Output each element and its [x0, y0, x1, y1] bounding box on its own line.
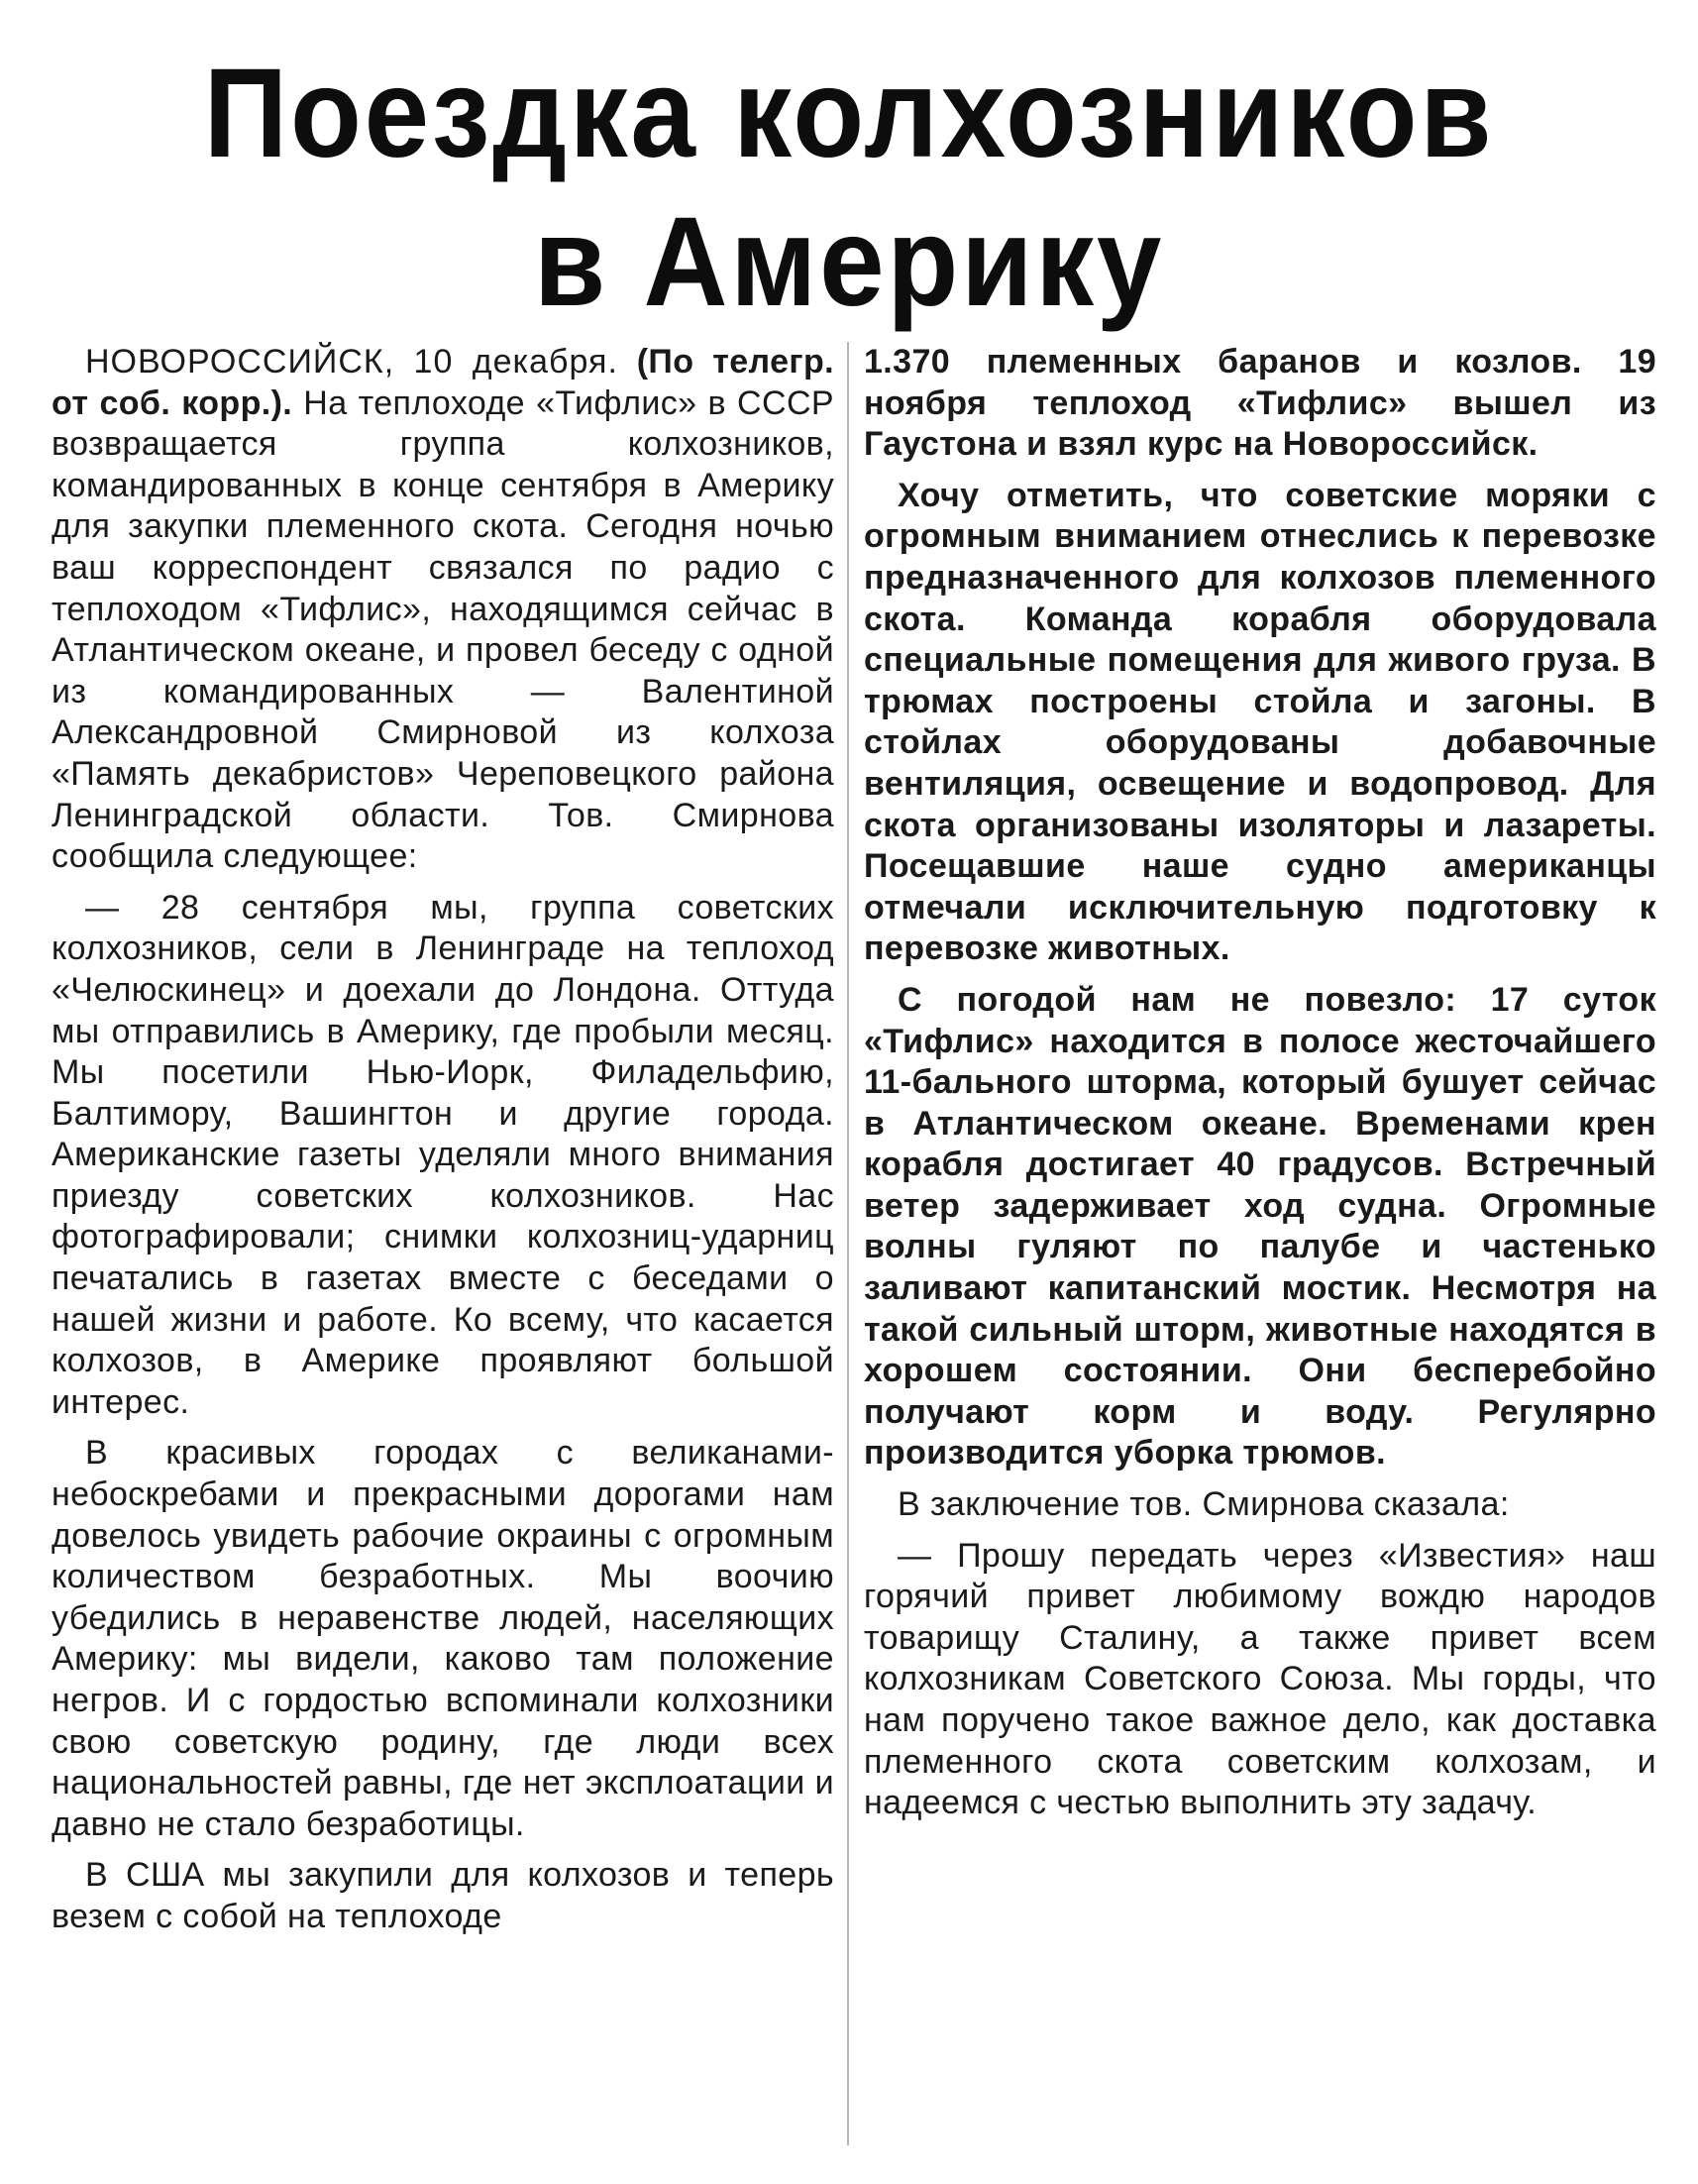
paragraph-cities: В красивых городах с великанами-небоскребами и прекрасными дорогами нам довелось увидеть рабочие окраины с огромным количеством безработных. Мы воочию убедились в неравенстве людей, населяющих Америку: мы видели, каково там положение негров. И с гордостью вспоминали колхозники свою советскую родину, где люди всех национальностей равны, где нет эксплоатации и давно не стало безработицы. [52, 1434, 834, 1843]
lead-paragraph [52, 342, 834, 878]
dateline: НОВОРОССИЙСК, 10 декабря. [85, 343, 618, 381]
right-column [864, 342, 1656, 1824]
paragraph-greeting: — Прошу передать через «Известия» наш горячий привет любимому вождю народов товарищу Сталину, а также привет всем колхозникам Советского Союза. Мы горды, что нам поручено такое важное дело, как доставка племенного скота советским колхозам, и надеемся с честью выполнить эту задачу. [864, 1536, 1656, 1822]
paragraph-purchase-continued: 1.370 племенных баранов и козлов. 19 ноября теплоход «Тифлис» вышел из Гаустона и взял курс на Новороссийск. [864, 343, 1656, 464]
paragraph-storm: С погодой нам не повезло: 17 суток «Тифлис» находится в полосе жесточайшего 11-бального шторма, который бушует сейчас в Атлантическом океане. Временами крен корабля достигает 40 градусов. Встречный ветер задерживает ход судна. Огромные волны гуляют по палубе и частенько заливают капитанский мостик. Несмотря на такой сильный шторм, животные находятся в хорошем состоянии. Они бесперебойно получают корм и воду. Регулярно производится уборка трюмов. [864, 980, 1656, 1473]
headline-line-2: в Америку [533, 191, 1165, 333]
headline-line-1: Поездка колхозников [203, 43, 1495, 184]
column-divider [847, 342, 849, 2145]
paragraph-conclusion-intro: В заключение тов. Смирнова сказала: [898, 1485, 1510, 1524]
paragraph-trip: — 28 сентября мы, группа советских колхозников, сели в Ленинграде на теплоход «Челюскинец» и доехали до Лондона. Оттуда мы отправились в Америку, где пробыли месяц. Мы посетили Нью-Иорк, Филадельфию, Балтимору, Вашингтон и другие города. Американские газеты уделяли много внимания приезду советских колхозников. Нас фотографировали; снимки колхозниц-ударниц печатались в газетах вместе с беседами о нашей жизни и работе. Ко всему, что касается колхозов, в Америке проявляют большой интерес. [52, 888, 834, 1421]
byline: (По телегр. от соб. корр.). [52, 343, 834, 422]
lead-paragraph-text: На теплоходе «Тифлис» в СССР возвращается группа колхозников, командированных в конце сентября в Америку для закупки племенного скота. Сегодня ночью ваш корреспондент связался по радио с теплоходом «Тифлис», находящимся сейчас в Атлантическом океане, и провел беседу с одной из командированных — Валентиной Александровной Смирновой из колхоза «Память декабристов» Череповецкого района Ленинградской области. Тов. Смирнова сообщила следующее: [52, 383, 834, 876]
paragraph-sailors: Хочу отметить, что советские моряки с огромным вниманием отнеслись к перевозке предназначенного для колхозов племенного скота. Команда корабля оборудовала специальные помещения для живого груза. В трюмах построены стойла и загоны. В стойлах оборудованы добавочные вентиляция, освещение и водопровод. Для скота организованы изоляторы и лазареты. Посещавшие наше судно американцы отмечали исключительную подготовку к перевозке животных. [864, 476, 1656, 968]
paragraph-purchase: В США мы закупили для колхозов и теперь везем с собой на теплоходе [52, 1856, 834, 1935]
left-column [52, 342, 834, 1938]
article-headline [123, 40, 1575, 337]
